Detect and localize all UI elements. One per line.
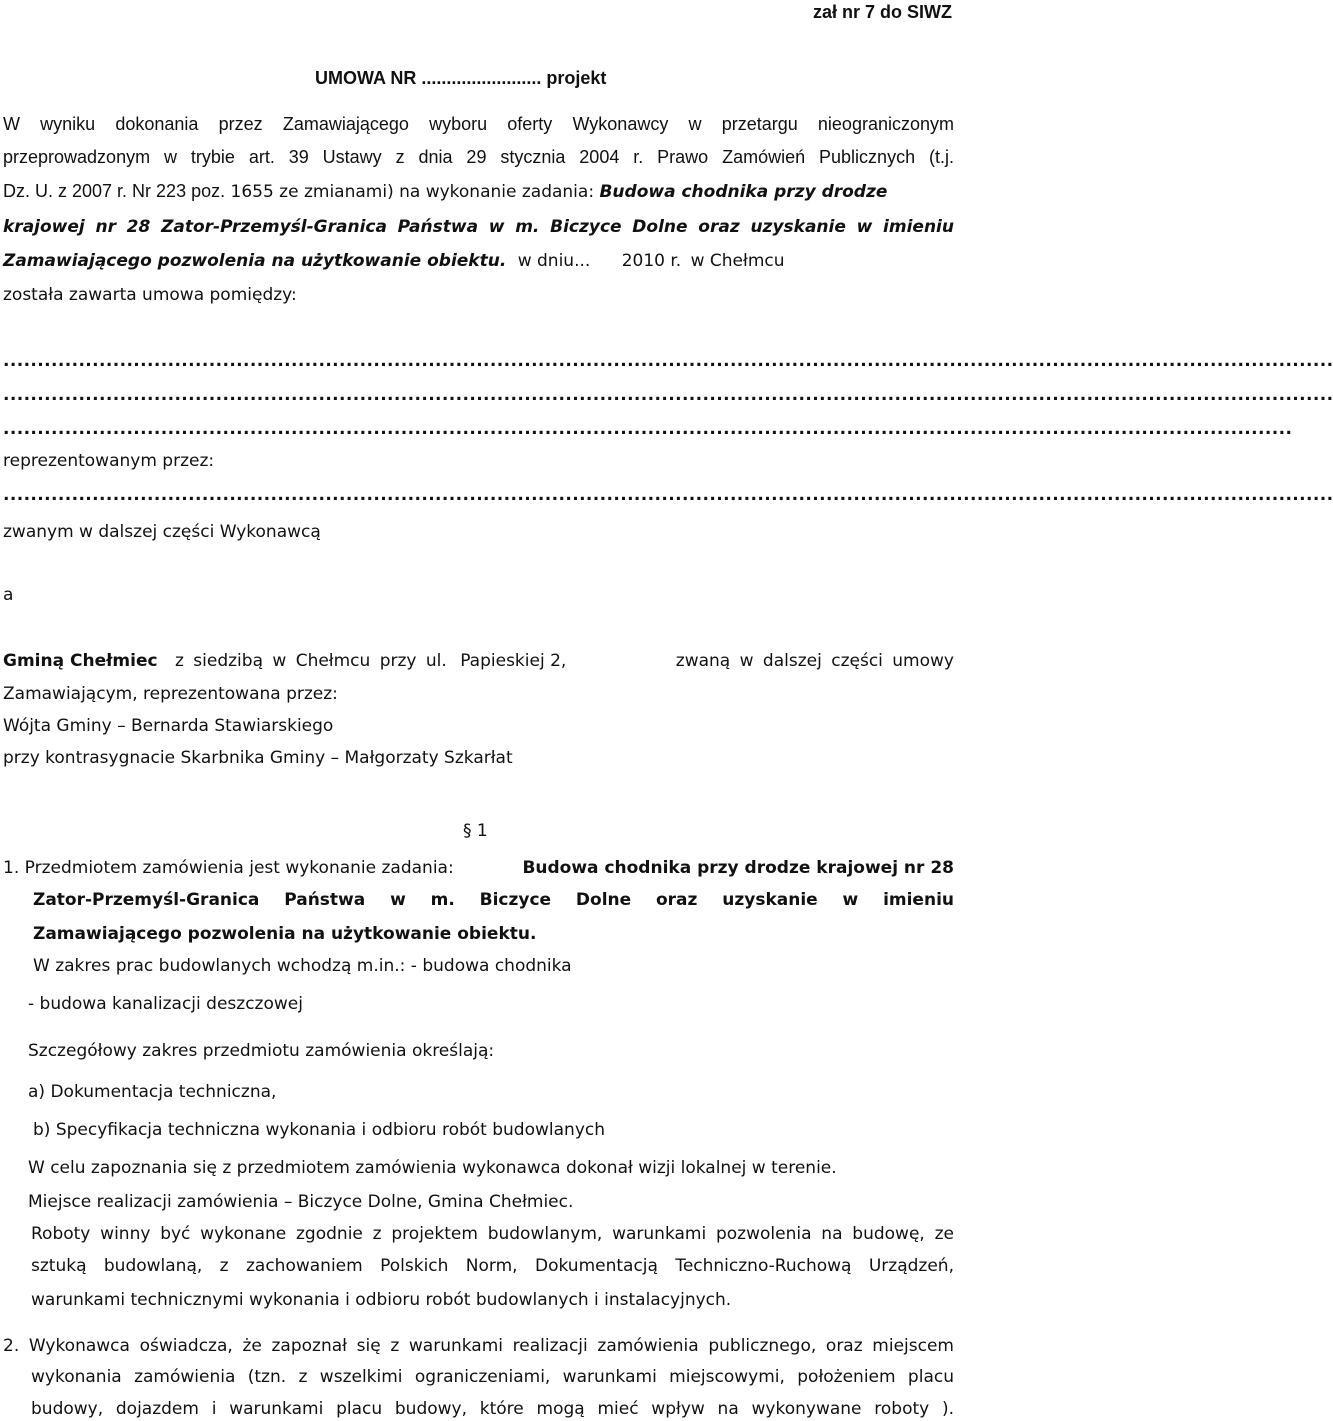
gmina-name: Gminą Chełmiec	[3, 651, 158, 671]
works-standards-line-2: sztuką budowlaną, z zachowaniem Polskich Norm, Dokumentacją Techniczno-Ruchową Urządzeń,	[31, 1256, 954, 1276]
gmina-street: Papieskiej 2,	[460, 651, 567, 671]
conjunction-a: a	[3, 585, 14, 605]
contractor-line-2: ..................................................................................................................................................................................................	[3, 385, 1333, 405]
scope-label: Szczegółowy zakres przedmiotu zamówienia określają:	[28, 1041, 495, 1061]
site-visit: W celu zapoznania się z przedmiotem zamówienia wykonawca dokonał wizji lokalnej w terenie.	[28, 1158, 837, 1178]
paragraph-2-line-1: 2. Wykonawca oświadcza, że zapoznał się z warunkami realizacji zamówienia publicznego, oraz miejscem	[3, 1336, 954, 1356]
represented-by-label: reprezentowanym przez:	[3, 451, 215, 471]
representative-line: ..................................................................................................................................................................................................	[3, 485, 1333, 505]
mayor-name: Wójta Gminy – Bernarda Stawiarskiego	[3, 716, 334, 736]
attachment-label: zał nr 7 do SIWZ	[812, 2, 952, 22]
works-standards-line-1: Roboty winny być wykonane zgodnie z projektem budowlanym, warunkami pozwolenia na budowę, ze	[31, 1224, 954, 1244]
contract-title: UMOWA NR ........................ projekt	[315, 68, 607, 88]
works-standards-line-3: warunkami technicznymi wykonania i odbioru robót budowlanych i instalacyjnych.	[31, 1290, 732, 1310]
task-name-start: Budowa chodnika przy drodze	[599, 182, 888, 202]
paragraph-2-line-2: wykonania zamówienia (tzn. z wszelkimi ograniczeniami, warunkami miejscowymi, położeniem placu	[31, 1367, 954, 1387]
paragraph-1-lead: Przedmiotem zamówienia jest wykonanie zadania:	[24, 858, 454, 878]
contractor-line-1: ..................................................................................................................................................................................................	[3, 351, 1333, 371]
task-name-end: Zamawiającego pozwolenia na użytkowanie obiektu.	[3, 251, 507, 271]
intro-line-6: została zawarta umowa pomiędzy:	[3, 285, 297, 305]
gmina-seat: z siedzibą w Chełmcu przy ul.	[174, 651, 447, 671]
intro-line-1: W wyniku dokonania przez Zamawiającego wyboru oferty Wykonawcy w przetargu nieograniczonym	[3, 114, 954, 134]
works-intro: W zakres prac budowlanych wchodzą m.in.: - budowa chodnika	[33, 956, 572, 976]
intro-line-5	[3, 250, 954, 272]
paragraph-1-number: 1.	[3, 858, 20, 878]
date-placeholder: w dniu...	[517, 251, 591, 271]
site-location: Miejsce realizacji zamówienia – Biczyce Dolne, Gmina Chełmiec.	[28, 1192, 574, 1212]
intro-line-2: przeprowadzonym w trybie art. 39 Ustawy z dnia 29 stycznia 2004 r. Prawo Zamówień Publicznych (t.j.	[3, 147, 954, 167]
date-year: 2010 r.	[621, 251, 682, 271]
paragraph-2-line-3: budowy, dojazdem i warunkami placu budowy, które mogą mieć wpływ na wykonywane roboty ).	[31, 1399, 954, 1419]
works-item-2: - budowa kanalizacji deszczowej	[28, 994, 303, 1014]
gmina-called: zwaną w dalszej części umowy	[675, 651, 954, 671]
gmina-role: Zamawiającym, reprezentowana przez:	[3, 684, 338, 704]
treasurer-name: przy kontrasygnacie Skarbnika Gminy – Małgorzaty Szkarłat	[3, 748, 513, 768]
paragraph-1-task: Budowa chodnika przy drodze krajowej nr 28	[522, 858, 954, 878]
paragraph-1-line-1	[3, 857, 954, 879]
place-name: w Chełmcu	[690, 251, 785, 271]
intro-line-3-a: Dz. U. z 2007 r. Nr 223 poz.	[3, 181, 226, 201]
task-name-line-2: krajowej nr 28 Zator-Przemyśl-Granica Państwa w m. Biczyce Dolne oraz uzyskanie w imieniu	[3, 217, 954, 237]
intro-line-3-b: 1655 ze zmianami) na wykonanie zadania:	[230, 182, 595, 202]
gmina-line	[3, 650, 954, 672]
contractor-line-3: ............................................................................................................................................................................................	[3, 419, 1293, 439]
section-heading-1: § 1	[463, 821, 488, 841]
paragraph-1-line-2: Zator-Przemyśl-Granica Państwa w m. Biczyce Dolne oraz uzyskanie w imieniu	[33, 890, 954, 910]
intro-line-3	[3, 180, 954, 203]
paragraph-1-line-3: Zamawiającego pozwolenia na użytkowanie obiektu.	[33, 924, 537, 944]
scope-item-b: b) Specyfikacja techniczna wykonania i odbioru robót budowlanych	[33, 1120, 605, 1140]
scope-item-a: a) Dokumentacja techniczna,	[28, 1082, 277, 1102]
contractor-definition: zwanym w dalszej części Wykonawcą	[3, 522, 321, 542]
